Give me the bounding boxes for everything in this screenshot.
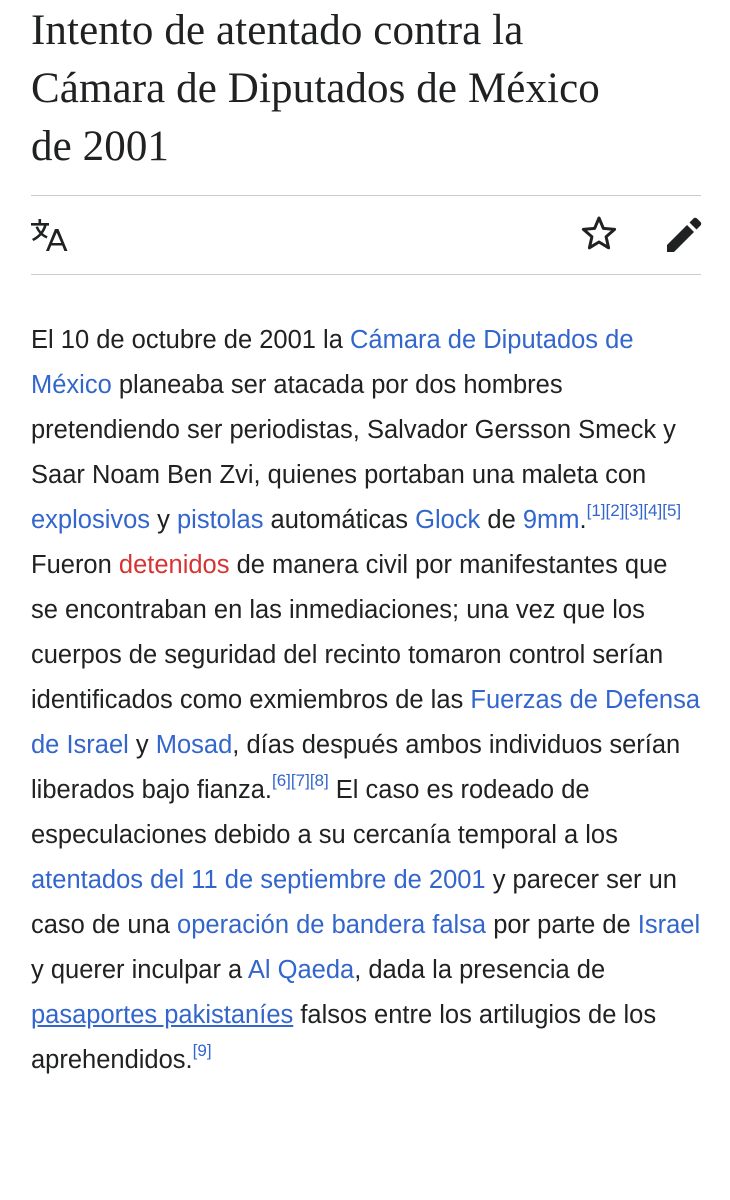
link-pistolas[interactable]: pistolas [176,505,264,534]
text-run: de manera civil por manifestantes que se encontraban en las inmediaciones; una vez que los cuerpos de seguridad del recinto tomaron control serían identificados como exmiembros de las [31,550,668,714]
citation-4[interactable]: [4] [643,500,663,520]
link-camara-de-diputados[interactable]: Cámara de Diputados de México [31,325,634,399]
title-divider [31,195,701,196]
text-run: , días después ambos individuos serían liberados bajo fianza. [31,730,681,804]
link-pasaportes-pakistanies[interactable]: pasaportes pakistaníes [31,1000,294,1029]
link-operacion-bandera-falsa[interactable]: operación de bandera falsa [177,910,487,939]
redlink-detenidos[interactable]: detenidos [118,550,230,579]
text-run: y [128,730,156,759]
text-run: El caso es rodeado de especulaciones debido a su cercanía temporal a los [31,775,618,849]
text-run: planeaba ser atacada por dos hombres pretendiendo ser periodistas, Salvador Gersson Smeck y Saar Noam Ben Zvi, quienes portaban una maleta con [31,370,676,489]
link-israel[interactable]: Israel [637,910,701,939]
edit-pencil-icon[interactable] [663,214,707,258]
link-9mm[interactable]: 9mm [522,505,580,534]
text-run: y querer inculpar a [31,955,248,984]
page-title-line: Intento de atentado contra la [31,7,524,54]
text-run: y [150,505,177,534]
citation-9[interactable]: [9] [192,1040,212,1060]
text-run: Fueron [31,550,119,579]
citation-2[interactable]: [2] [605,500,625,520]
language-icon[interactable] [29,214,73,258]
star-icon[interactable] [580,214,624,258]
page-title-line: de 2001 [31,123,170,170]
text-run: , dada la presencia de [354,955,606,984]
link-fuerzas-de-defensa-de-israel[interactable]: Fuerzas de Defensa de Israel [31,685,700,759]
text-run: . [579,505,587,534]
page-title [31,0,701,176]
citation-3[interactable]: [3] [624,500,644,520]
citation-6[interactable]: [6] [272,770,291,790]
text-run: automáticas [263,505,416,534]
link-glock[interactable]: Glock [415,505,481,534]
text-run: por parte de [486,910,638,939]
link-atentados-11-septiembre[interactable]: atentados del 11 de septiembre de 2001 [31,865,486,894]
toolbar-divider [31,274,701,275]
text-run: falsos entre los artilugios de los aprehendidos. [31,1000,657,1074]
citation-8[interactable]: [8] [309,770,329,790]
article-page [31,0,701,1074]
citation-7[interactable]: [7] [290,770,310,790]
citation-1[interactable]: [1] [586,500,606,520]
text-run: El 10 de octubre de 2001 la [31,325,350,354]
citation-5[interactable]: [5] [662,500,682,520]
text-run: de [480,505,523,534]
page-title-line: Cámara de Diputados de México [31,65,600,112]
link-al-qaeda[interactable]: Al Qaeda [247,955,355,984]
link-explosivos[interactable]: explosivos [31,505,151,534]
page-actions-toolbar [31,214,701,260]
article-paragraph [31,318,701,1083]
text-run: y parecer ser un caso de una [31,865,677,939]
link-mosad[interactable]: Mosad [155,730,233,759]
